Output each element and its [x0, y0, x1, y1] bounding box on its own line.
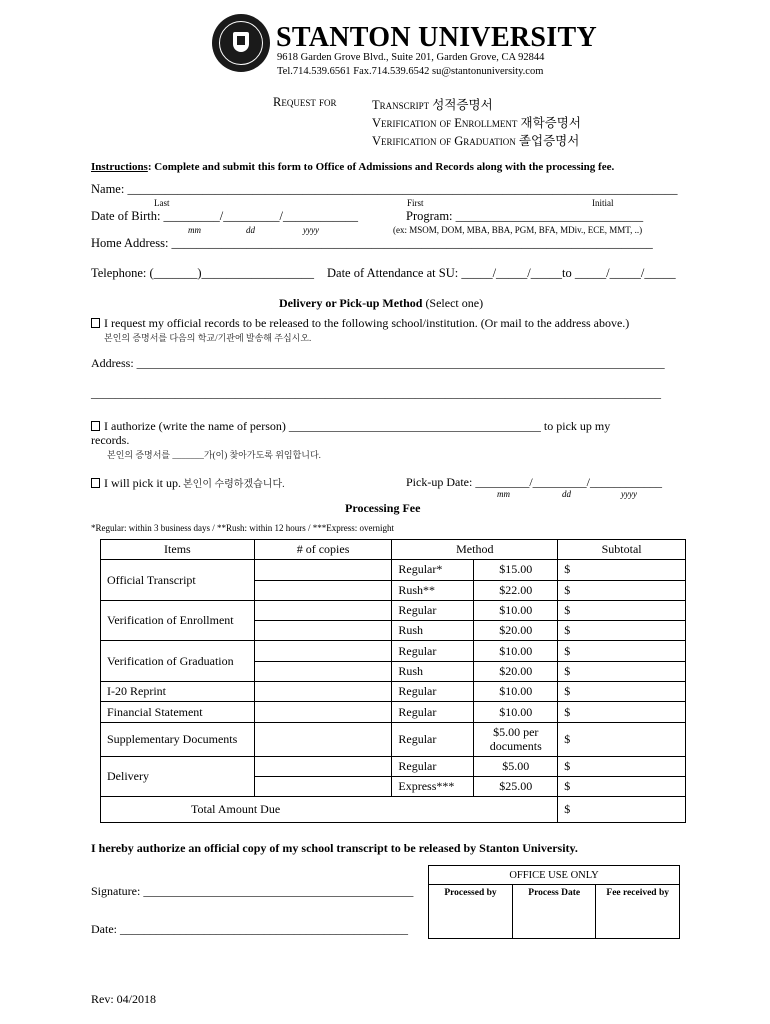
- university-address: 9618 Garden Grove Blvd., Suite 201, Garden Grove, CA 92844: [277, 52, 545, 63]
- signature-field[interactable]: Signature: _____________________________________________: [91, 884, 414, 898]
- mail-address-field-line2[interactable]: _______________________________________________________________________________________________: [91, 386, 661, 400]
- name-last-caption: Last: [154, 198, 170, 208]
- method-cell: Regular: [392, 702, 474, 722]
- table-row: [101, 756, 686, 776]
- office-use-table: [428, 865, 680, 939]
- item-enrollment: Verification of Enrollment: [101, 600, 255, 641]
- price-cell: $20.00: [474, 661, 558, 681]
- program-field[interactable]: Program: ______________________________: [406, 209, 644, 223]
- checkbox-authorize[interactable]: [91, 421, 100, 431]
- subtotal-cell[interactable]: $: [558, 682, 686, 702]
- method-cell: Rush: [392, 661, 474, 681]
- item-transcript: Official Transcript: [101, 560, 255, 601]
- price-cell: $10.00: [474, 600, 558, 620]
- subtotal-cell[interactable]: $: [558, 722, 686, 756]
- shield-icon: [233, 32, 249, 52]
- subtotal-cell[interactable]: $: [558, 702, 686, 722]
- price-cell: $5.00 per documents: [474, 722, 558, 756]
- table-row: [101, 702, 686, 722]
- delivery-option-mail-text: I request my official records to be released to the following school/institution. (Or mail to the address above.): [104, 316, 630, 330]
- delivery-option-self-korean: 본인이 수령하겠습니다.: [183, 479, 285, 490]
- instructions-text: : Complete and submit this form to Office of Admissions and Records along with the processing fee.: [147, 161, 615, 173]
- price-cell: $10.00: [474, 702, 558, 722]
- authorization-statement: I hereby authorize an official copy of my school transcript to be released by Stanton University.: [91, 841, 578, 855]
- name-first-caption: First: [407, 198, 424, 208]
- request-option-graduation[interactable]: Verification of Graduation 졸업증명서: [372, 134, 580, 148]
- delivery-heading-rest: (Select one): [422, 296, 484, 310]
- subtotal-cell[interactable]: $: [558, 756, 686, 776]
- delivery-option-mail-korean: 본인의 증명서를 다음의 학교/기관에 발송해 주십시오.: [104, 333, 312, 343]
- method-cell: Regular: [392, 600, 474, 620]
- delivery-option-authorize-text: I authorize (write the name of person) __________________________________________ to pick up my: [104, 419, 611, 433]
- home-address-field[interactable]: Home Address: _____________________________________________________________________________: [91, 236, 653, 250]
- telephone-field[interactable]: Telephone: (_______)__________________: [91, 266, 315, 280]
- table-row: [101, 682, 686, 702]
- price-cell: $5.00: [474, 756, 558, 776]
- item-financial: Financial Statement: [101, 702, 255, 722]
- processing-fee-heading: Processing Fee: [345, 501, 421, 515]
- fee-table-header: [101, 540, 686, 560]
- checkbox-mail[interactable]: [91, 318, 100, 328]
- office-processed-by: Processed by: [429, 885, 513, 939]
- subtotal-cell[interactable]: $: [558, 560, 686, 580]
- revision-label: Rev: 04/2018: [91, 992, 156, 1006]
- delivery-option-self-text: I will pick it up.: [104, 476, 181, 490]
- request-option-transcript[interactable]: Transcript 성적증명서: [372, 98, 493, 112]
- request-option-enrollment[interactable]: Verification of Enrollment 재학증명서: [372, 116, 581, 130]
- copies-input[interactable]: [254, 682, 392, 702]
- header-items: Items: [101, 540, 255, 560]
- date-of-birth-field[interactable]: Date of Birth: _________/_________/____________: [91, 209, 358, 223]
- date-field[interactable]: Date: ________________________________________________: [91, 922, 408, 936]
- table-row: [101, 600, 686, 620]
- method-cell: Express***: [392, 776, 474, 796]
- item-i20: I-20 Reprint: [101, 682, 255, 702]
- subtotal-cell[interactable]: $: [558, 600, 686, 620]
- price-cell: $25.00: [474, 776, 558, 796]
- total-row: [101, 797, 686, 823]
- request-for-label: Request for: [273, 95, 337, 109]
- instructions: [91, 161, 614, 173]
- processing-fee-note: *Regular: within 3 business days / **Rush: within 12 hours / ***Express: overnight: [91, 523, 394, 533]
- dob-yyyy-caption: yyyy: [303, 225, 319, 235]
- method-cell: Rush**: [392, 580, 474, 600]
- copies-input[interactable]: [254, 600, 392, 620]
- price-cell: $10.00: [474, 682, 558, 702]
- method-cell: Regular: [392, 756, 474, 776]
- copies-input[interactable]: [254, 641, 392, 661]
- delivery-option-authorize-cont: records.: [91, 433, 130, 447]
- instructions-label: Instructions: [91, 161, 148, 173]
- dob-mm-caption: mm: [188, 225, 201, 235]
- fee-table: [100, 539, 686, 823]
- header-method: Method: [392, 540, 558, 560]
- copies-input[interactable]: [254, 722, 392, 756]
- copies-input[interactable]: [254, 621, 392, 641]
- date-of-attendance-field[interactable]: Date of Attendance at SU: _____/_____/_____to _____/_____/_____: [327, 266, 676, 280]
- delivery-heading-bold: Delivery or Pick-up Method: [279, 296, 423, 310]
- item-delivery: Delivery: [101, 756, 255, 797]
- copies-input[interactable]: [254, 661, 392, 681]
- delivery-heading: [279, 296, 483, 311]
- delivery-option-authorize-korean: 본인의 증명서를 _______가(이) 찾아가도록 위임합니다.: [107, 450, 321, 460]
- office-use-title: OFFICE USE ONLY: [429, 866, 680, 885]
- price-cell: $10.00: [474, 641, 558, 661]
- copies-input[interactable]: [254, 702, 392, 722]
- price-cell: $15.00: [474, 560, 558, 580]
- delivery-option-authorize[interactable]: [91, 419, 610, 434]
- university-seal-logo: [212, 14, 270, 72]
- table-row: [101, 641, 686, 661]
- method-cell: Regular*: [392, 560, 474, 580]
- copies-input[interactable]: [254, 560, 392, 580]
- copies-input[interactable]: [254, 776, 392, 796]
- delivery-option-mail[interactable]: [91, 316, 629, 331]
- total-amount-label: Total Amount Due: [101, 797, 558, 823]
- method-cell: Regular: [392, 682, 474, 702]
- mail-address-field[interactable]: Address: ________________________________________________________________________________________: [91, 356, 665, 370]
- office-fee-received-by: Fee received by: [596, 885, 680, 939]
- subtotal-cell[interactable]: $: [558, 580, 686, 600]
- pickup-date-field[interactable]: Pick-up Date: _________/_________/____________: [406, 475, 662, 489]
- price-cell: $22.00: [474, 580, 558, 600]
- header-copies: # of copies: [254, 540, 392, 560]
- method-cell: Regular: [392, 722, 474, 756]
- office-process-date: Process Date: [513, 885, 596, 939]
- subtotal-cell[interactable]: $: [558, 661, 686, 681]
- method-cell: Rush: [392, 621, 474, 641]
- program-example: (ex: MSOM, DOM, MBA, BBA, PGM, BFA, MDiv., ECE, MMT, ..): [393, 225, 643, 235]
- subtotal-cell[interactable]: $: [558, 776, 686, 796]
- dob-dd-caption: dd: [246, 225, 255, 235]
- checkbox-self[interactable]: [91, 478, 100, 488]
- name-field[interactable]: Name: ________________________________________________________________________________________: [91, 182, 678, 196]
- university-name: STANTON UNIVERSITY: [276, 22, 598, 53]
- table-row: [101, 722, 686, 756]
- pickup-mm-caption: mm: [497, 489, 510, 499]
- subtotal-cell[interactable]: $: [558, 641, 686, 661]
- name-initial-caption: Initial: [592, 198, 614, 208]
- delivery-option-self[interactable]: [91, 475, 285, 491]
- item-supplementary: Supplementary Documents: [101, 722, 255, 756]
- subtotal-cell[interactable]: $: [558, 621, 686, 641]
- copies-input[interactable]: [254, 580, 392, 600]
- item-graduation: Verification of Graduation: [101, 641, 255, 682]
- total-amount-value[interactable]: $: [558, 797, 686, 823]
- header-subtotal: Subtotal: [558, 540, 686, 560]
- price-cell: $20.00: [474, 621, 558, 641]
- copies-input[interactable]: [254, 756, 392, 776]
- pickup-dd-caption: dd: [562, 489, 571, 499]
- pickup-yyyy-caption: yyyy: [621, 489, 637, 499]
- method-cell: Regular: [392, 641, 474, 661]
- university-contact: Tel.714.539.6561 Fax.714.539.6542 su@stantonuniversity.com: [277, 66, 544, 77]
- table-row: [101, 560, 686, 580]
